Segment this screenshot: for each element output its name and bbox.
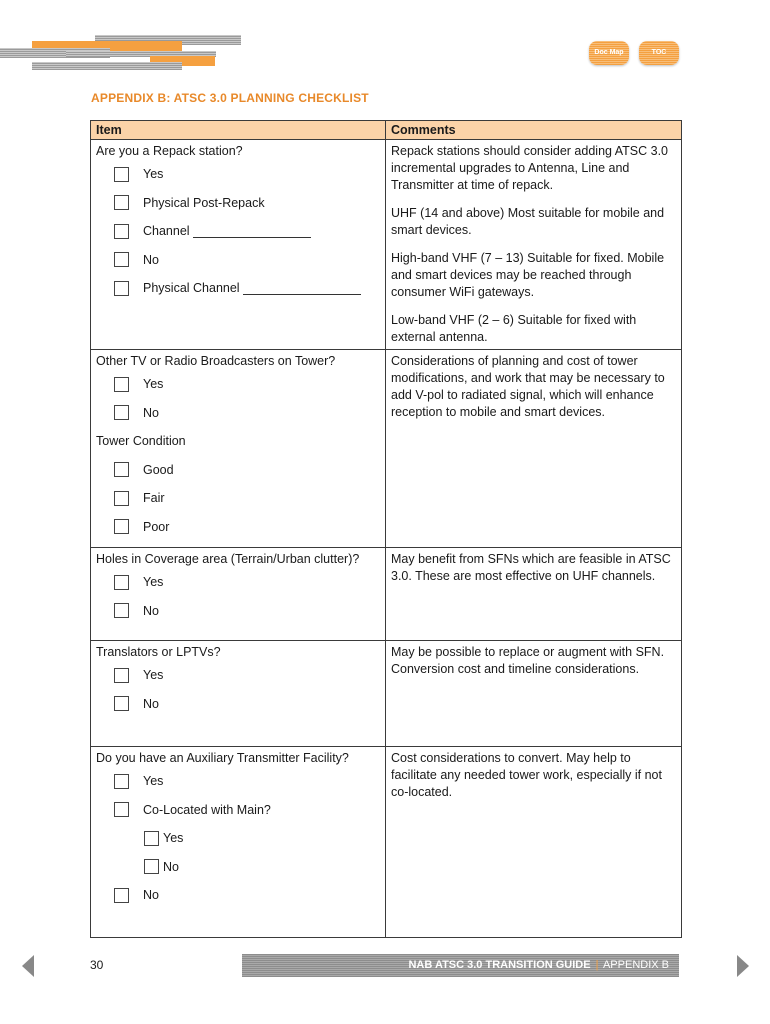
option [96, 217, 380, 246]
checkbox[interactable] [114, 491, 129, 506]
footer-separator: | [595, 959, 599, 971]
checkbox[interactable] [114, 888, 129, 903]
comment-text: High-band VHF (7 – 13) Suitable for fixed. Mobile and smart devices may be reached through consumer WiFi gateways. [391, 251, 665, 299]
question-text: Translators or LPTVs? [96, 645, 221, 659]
toc-button[interactable]: TOC [639, 41, 679, 65]
option [96, 160, 380, 189]
checkbox[interactable] [114, 224, 129, 239]
option-label: Yes [143, 774, 164, 789]
option-label: No [143, 603, 159, 618]
checkbox[interactable] [114, 575, 129, 590]
header-item: Item [91, 121, 386, 140]
option-label: Physical Channel [143, 281, 240, 296]
comment-text: Repack stations should consider adding ATSC 3.0 incremental upgrades to Antenna, Line and Transmitter at time of repack. [391, 144, 669, 192]
comment-text: Cost considerations to convert. May help to facilitate any needed tower work, especially if not co-located. [391, 751, 662, 799]
footer-bar [242, 954, 679, 977]
option [96, 568, 380, 597]
item-cell [91, 641, 386, 747]
subheading: Tower Condition [96, 434, 186, 448]
option [96, 189, 380, 218]
header-decor-gray-4 [32, 62, 182, 70]
option [96, 796, 380, 825]
sub-option [96, 824, 380, 853]
comment-text: May be possible to replace or augment with SFN. Conversion cost and timeline considerations. [391, 645, 665, 676]
comment-cell [386, 140, 682, 350]
option-label: Yes [143, 167, 164, 182]
checkbox[interactable] [114, 405, 129, 420]
question-text: Other TV or Radio Broadcasters on Tower? [96, 354, 336, 368]
next-page-arrow-icon[interactable] [737, 955, 749, 977]
checkbox[interactable] [114, 802, 129, 817]
checkbox[interactable] [114, 281, 129, 296]
checkbox[interactable] [114, 774, 129, 789]
question-text: Holes in Coverage area (Terrain/Urban clutter)? [96, 552, 360, 566]
comment-text: UHF (14 and above) Most suitable for mobile and smart devices. [391, 206, 665, 237]
option-label: Fair [143, 491, 165, 506]
option [96, 513, 380, 542]
option-label: No [163, 859, 179, 874]
fill-in-line[interactable] [243, 282, 361, 295]
section-label: APPENDIX B [602, 959, 669, 971]
comment-cell [386, 747, 682, 938]
option-label: No [143, 405, 159, 420]
checkbox[interactable] [114, 167, 129, 182]
table-row [91, 641, 682, 747]
option-label: Yes [163, 831, 184, 846]
checkbox[interactable] [114, 195, 129, 210]
checkbox[interactable] [114, 668, 129, 683]
table-row [91, 548, 682, 641]
page-title: APPENDIX B: ATSC 3.0 PLANNING CHECKLIST [91, 91, 369, 105]
comment-cell [386, 548, 682, 641]
item-cell [91, 548, 386, 641]
header-comments: Comments [386, 121, 682, 140]
checkbox[interactable] [144, 831, 159, 846]
option [96, 484, 380, 513]
planning-checklist-table [90, 120, 682, 938]
checkbox[interactable] [114, 462, 129, 477]
checkbox[interactable] [114, 252, 129, 267]
checkbox[interactable] [144, 859, 159, 874]
option-label: Physical Post-Repack [143, 195, 265, 210]
table-row [91, 140, 682, 350]
item-cell [91, 350, 386, 548]
checkbox[interactable] [114, 603, 129, 618]
comment-cell [386, 350, 682, 548]
sub-option [96, 853, 380, 882]
comment-text: Considerations of planning and cost of tower modifications, and work that may be necessary to add V-pol to radiated signal, which will enhance reception to mobile and smart devices. [391, 354, 665, 419]
table-row [91, 747, 682, 938]
option [96, 767, 380, 796]
item-cell [91, 747, 386, 938]
previous-page-arrow-icon[interactable] [22, 955, 34, 977]
option [96, 597, 380, 626]
checkbox[interactable] [114, 519, 129, 534]
comment-text: May benefit from SFNs which are feasible in ATSC 3.0. These are most effective on UHF channels. [391, 552, 671, 583]
option-label: No [143, 252, 159, 267]
option [96, 661, 380, 690]
doc-map-button[interactable]: Doc Map [589, 41, 629, 65]
page-number: 30 [90, 958, 104, 972]
option-label: No [143, 696, 159, 711]
option-label: Channel [143, 224, 190, 239]
fill-in-line[interactable] [193, 225, 311, 238]
option [96, 246, 380, 275]
option [96, 881, 380, 910]
option-label: Poor [143, 519, 170, 534]
option-label: Yes [143, 377, 164, 392]
item-cell [91, 140, 386, 350]
option [96, 690, 380, 719]
comment-text: Low-band VHF (2 – 6) Suitable for fixed with external antenna. [391, 313, 637, 344]
guide-title: NAB ATSC 3.0 TRANSITION GUIDE [408, 959, 591, 971]
option [96, 456, 380, 485]
question-text: Do you have an Auxiliary Transmitter Facility? [96, 751, 349, 765]
option [96, 370, 380, 399]
comment-cell [386, 641, 682, 747]
checkbox[interactable] [114, 377, 129, 392]
option-label: Yes [143, 575, 164, 590]
question-text: Are you a Repack station? [96, 144, 243, 158]
option-label: Yes [143, 668, 164, 683]
option [96, 274, 380, 303]
option-label: No [143, 888, 159, 903]
option [96, 399, 380, 428]
option-label: Good [143, 462, 174, 477]
option-label: Co-Located with Main? [143, 802, 271, 817]
table-header-row [91, 121, 682, 140]
checkbox[interactable] [114, 696, 129, 711]
table-row [91, 350, 682, 548]
